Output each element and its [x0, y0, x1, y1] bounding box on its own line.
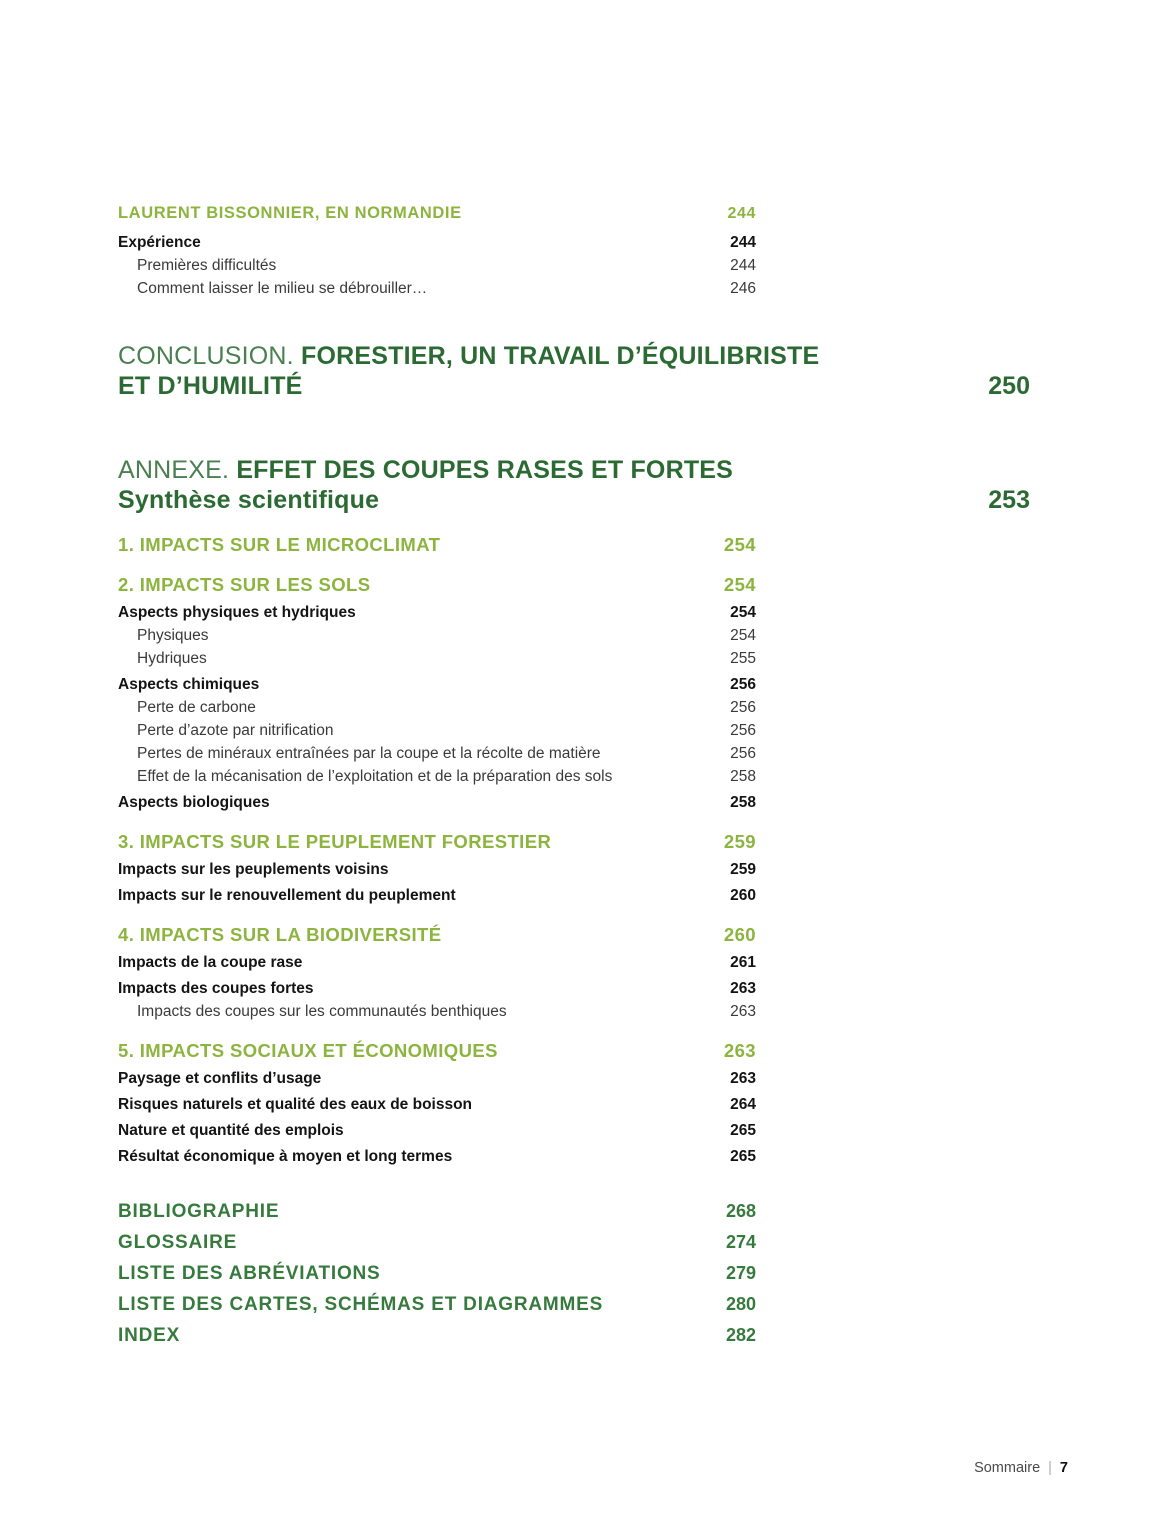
toc-page-number: 256 [730, 722, 756, 739]
toc-row [118, 647, 756, 670]
toc-page-number: 263 [723, 1040, 756, 1061]
toc-label: LISTE DES ABRÉVIATIONS [118, 1263, 381, 1284]
footer-page-number: 7 [1059, 1460, 1068, 1476]
page-footer [974, 1458, 1068, 1478]
toc-row [118, 254, 756, 277]
annexe-entries [118, 533, 1030, 1168]
toc-label: GLOSSAIRE [118, 1232, 238, 1253]
toc-page-number: 280 [725, 1294, 756, 1314]
toc-row [118, 601, 756, 624]
conclusion-kicker: CONCLUSION. [118, 342, 301, 370]
toc-label: Impacts des coupes sur les communautés benthiques [137, 1003, 507, 1020]
toc-page-number: 255 [730, 650, 756, 667]
toc-row-backmatter [118, 1196, 756, 1227]
conclusion-title-text: FORESTIER, UN TRAVAIL D’ÉQUILIBRISTE ET D’HUMILITÉ [118, 342, 820, 400]
toc-page-number: 254 [730, 604, 756, 621]
toc-label: 1. IMPACTS SUR LE MICROCLIMAT [118, 534, 441, 555]
toc-row [118, 742, 756, 765]
toc-row-section [118, 923, 756, 947]
toc-label: LAURENT BISSONNIER, EN NORMANDIE [118, 204, 462, 222]
toc-page-number: 259 [723, 831, 756, 852]
toc-label: BIBLIOGRAPHIE [118, 1201, 280, 1222]
toc-page-number: 258 [730, 768, 756, 785]
toc-row [118, 1093, 756, 1116]
chapter-block [118, 202, 1030, 300]
toc-row [118, 858, 756, 881]
footer-separator: | [1048, 1460, 1052, 1476]
conclusion-page-number: 250 [988, 372, 1030, 400]
toc-label: Paysage et conflits d’usage [118, 1070, 322, 1087]
toc-row [118, 1067, 756, 1090]
toc-page-number: 260 [730, 887, 756, 904]
toc-row [118, 277, 756, 300]
toc-label: Premières difficultés [137, 257, 277, 274]
toc-page-number: 274 [725, 1232, 756, 1252]
toc-row [118, 231, 756, 254]
toc-label: Aspects biologiques [118, 794, 270, 811]
toc-row-chapter [118, 202, 756, 225]
toc-row-section [118, 1039, 756, 1063]
toc-page-number: 265 [730, 1148, 756, 1165]
annexe-title-line [118, 455, 838, 485]
toc-page-number: 260 [723, 924, 756, 945]
conclusion-heading [118, 341, 1030, 401]
back-matter [118, 1196, 1030, 1351]
toc-label: Aspects physiques et hydriques [118, 604, 356, 621]
toc-page-number: 244 [730, 257, 756, 274]
toc-label: Impacts sur les peuplements voisins [118, 861, 389, 878]
toc-page-number: 246 [730, 280, 756, 297]
footer-section-label: Sommaire [974, 1460, 1041, 1476]
toc-page-number: 244 [727, 205, 756, 222]
toc-row [118, 696, 756, 719]
toc-page-number: 254 [723, 534, 756, 555]
toc-row-section [118, 830, 756, 854]
toc-label: Impacts de la coupe rase [118, 954, 303, 971]
toc-page-number: 259 [730, 861, 756, 878]
toc-page-number: 254 [723, 574, 756, 595]
toc-label: Impacts sur le renouvellement du peuplement [118, 887, 456, 904]
toc-page-number: 263 [730, 1070, 756, 1087]
toc-label: 2. IMPACTS SUR LES SOLS [118, 574, 371, 595]
toc-label: 3. IMPACTS SUR LE PEUPLEMENT FORESTIER [118, 831, 552, 852]
toc-row-section [118, 533, 756, 557]
toc-label: Perte d’azote par nitrification [137, 722, 334, 739]
toc-label: Perte de carbone [137, 699, 256, 716]
toc-label: 5. IMPACTS SOCIAUX ET ÉCONOMIQUES [118, 1040, 498, 1061]
toc-row-section [118, 573, 756, 597]
annexe-kicker: ANNEXE. [118, 456, 237, 484]
toc-label: Risques naturels et qualité des eaux de boisson [118, 1096, 473, 1113]
toc-label: Pertes de minéraux entraînées par la coupe et la récolte de matière [137, 745, 601, 762]
toc-page-number: 261 [730, 954, 756, 971]
toc-row-backmatter [118, 1289, 756, 1320]
toc-page-number: 258 [730, 794, 756, 811]
toc-page-number: 263 [730, 980, 756, 997]
toc-row [118, 719, 756, 742]
toc-row-backmatter [118, 1258, 756, 1289]
toc-label: Impacts des coupes fortes [118, 980, 314, 997]
toc-row-backmatter [118, 1227, 756, 1258]
annexe-title [118, 455, 838, 515]
toc-label: Résultat économique à moyen et long termes [118, 1148, 453, 1165]
toc-row [118, 1145, 756, 1168]
toc-row [118, 951, 756, 974]
toc-row [118, 765, 756, 788]
toc-page-number: 264 [730, 1096, 756, 1113]
toc-content [118, 202, 1030, 1351]
annexe-subtitle: Synthèse scientifique [118, 486, 380, 514]
toc-row [118, 791, 756, 814]
toc-label: LISTE DES CARTES, SCHÉMAS ET DIAGRAMMES [118, 1294, 604, 1315]
toc-page-number: 256 [730, 676, 756, 693]
toc-page-number: 282 [725, 1325, 756, 1345]
toc-row [118, 1000, 756, 1023]
toc-row [118, 977, 756, 1000]
toc-label: Effet de la mécanisation de l’exploitation et de la préparation des sols [137, 768, 613, 785]
toc-row [118, 1119, 756, 1142]
annexe-page-number: 253 [988, 486, 1030, 514]
toc-label: INDEX [118, 1325, 181, 1346]
toc-label: Aspects chimiques [118, 676, 260, 693]
toc-label: Comment laisser le milieu se débrouiller… [137, 280, 428, 297]
toc-label: Expérience [118, 234, 201, 251]
toc-row-backmatter [118, 1320, 756, 1351]
toc-label: Nature et quantité des emplois [118, 1122, 344, 1139]
annexe-heading [118, 455, 1030, 515]
annexe-title-text: EFFET DES COUPES RASES ET FORTES [236, 456, 734, 484]
toc-label: Hydriques [137, 650, 207, 667]
toc-page-number: 254 [730, 627, 756, 644]
toc-label: 4. IMPACTS SUR LA BIODIVERSITÉ [118, 924, 442, 945]
toc-row [118, 673, 756, 696]
toc-row [118, 884, 756, 907]
toc-page-number: 256 [730, 699, 756, 716]
toc-page-number: 279 [725, 1263, 756, 1283]
toc-row [118, 624, 756, 647]
toc-page-number: 268 [725, 1201, 756, 1221]
toc-page-number: 256 [730, 745, 756, 762]
toc-label: Physiques [137, 627, 209, 644]
toc-page-number: 265 [730, 1122, 756, 1139]
toc-page-number: 263 [730, 1003, 756, 1020]
conclusion-title [118, 341, 838, 401]
toc-page-number: 244 [730, 234, 756, 251]
